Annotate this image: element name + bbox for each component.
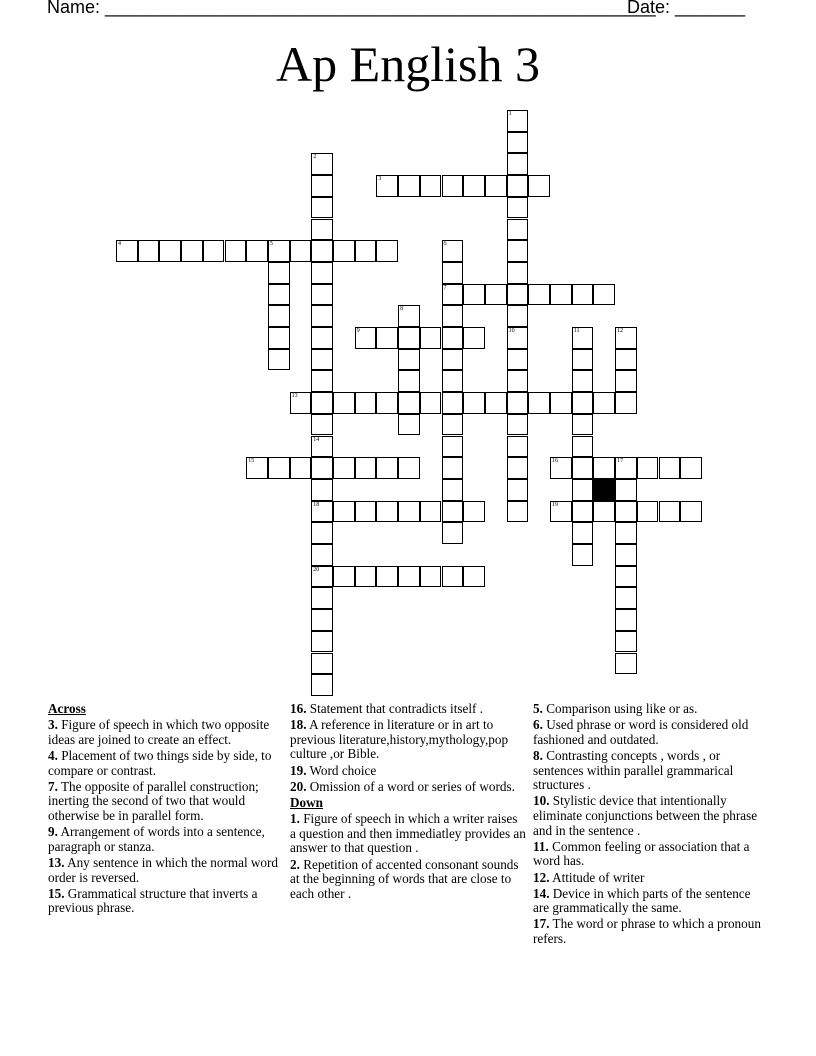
clue-down-17: 17. The word or phrase to which a pronoun refers.: [533, 916, 761, 947]
grid-cell[interactable]: [290, 240, 312, 262]
grid-cell[interactable]: [398, 327, 420, 349]
grid-cell[interactable]: [376, 501, 398, 523]
grid-cell[interactable]: [311, 305, 333, 327]
clue-down-6: 6. Used phrase or word is considered old fashioned and outdated.: [533, 717, 749, 747]
grid-cell[interactable]: [572, 414, 594, 436]
grid-cell[interactable]: [268, 262, 290, 284]
grid-cell[interactable]: [550, 457, 572, 479]
grid-cell[interactable]: [398, 414, 420, 436]
grid-cell[interactable]: [268, 457, 290, 479]
grid-cell[interactable]: [442, 284, 464, 306]
grid-cell[interactable]: [268, 284, 290, 306]
grid-cell[interactable]: [398, 349, 420, 371]
grid-cell[interactable]: [290, 392, 312, 414]
grid-cell[interactable]: [355, 327, 377, 349]
grid-cell[interactable]: [507, 305, 529, 327]
clue-across-3: 3. Figure of speech in which two opposite ideas are joined to create an effect.: [48, 717, 270, 747]
grid-cell[interactable]: [333, 392, 355, 414]
clue-number: 4: [118, 241, 121, 248]
grid-cell[interactable]: [528, 284, 550, 306]
grid-cell[interactable]: [615, 544, 637, 566]
clue-across-13: 13. Any sentence in which the normal word order is reversed.: [48, 854, 279, 885]
grid-cell[interactable]: [572, 522, 594, 544]
grid-cell[interactable]: [268, 327, 290, 349]
grid-cell[interactable]: [442, 262, 464, 284]
grid-cell[interactable]: [442, 392, 464, 414]
grid-cell[interactable]: [311, 653, 333, 675]
grid-cell[interactable]: [442, 436, 464, 458]
grid-cell[interactable]: [311, 327, 333, 349]
grid-cell[interactable]: [246, 457, 268, 479]
grid-cell[interactable]: [355, 501, 377, 523]
grid-cell[interactable]: [355, 240, 377, 262]
grid-cell[interactable]: [376, 240, 398, 262]
across-heading: Across: [48, 701, 86, 716]
grid-cell[interactable]: [572, 436, 594, 458]
date-field[interactable]: Date: _______: [627, 0, 746, 17]
grid-cell[interactable]: [528, 175, 550, 197]
grid-cell[interactable]: [225, 240, 247, 262]
grid-cell[interactable]: [420, 501, 442, 523]
grid-cell[interactable]: [442, 305, 464, 327]
grid-cell[interactable]: [637, 501, 659, 523]
grid-cell[interactable]: [420, 566, 442, 588]
grid-cell[interactable]: [507, 370, 529, 392]
grid-cell[interactable]: [311, 392, 333, 414]
clue-column-1: [48, 702, 283, 917]
clue-number: 10: [508, 328, 515, 334]
grid-cell[interactable]: [593, 501, 615, 523]
grid-cell[interactable]: [311, 501, 333, 523]
grid-cell[interactable]: [572, 457, 594, 479]
grid-cell[interactable]: [442, 522, 464, 544]
grid-cell[interactable]: [268, 349, 290, 371]
clue-across-4: 4. Placement of two things side by side, to compare or contrast.: [48, 747, 272, 778]
grid-cell[interactable]: [507, 153, 529, 175]
grid-cell[interactable]: [442, 566, 464, 588]
grid-cell[interactable]: [442, 501, 464, 523]
grid-cell[interactable]: [181, 240, 203, 262]
clue-column-3: [533, 702, 765, 948]
grid-cell[interactable]: [507, 392, 529, 414]
grid-cell[interactable]: [311, 674, 333, 696]
clue-down-14: 14. Device in which parts of the sentence are grammatically the same.: [533, 885, 751, 916]
grid-cell[interactable]: [442, 349, 464, 371]
grid-cell[interactable]: [507, 327, 529, 349]
grid-cell[interactable]: [593, 284, 615, 306]
grid-cell[interactable]: [572, 392, 594, 414]
grid-cell[interactable]: [507, 457, 529, 479]
grid-cell[interactable]: [463, 501, 485, 523]
grid-cell[interactable]: [311, 609, 333, 631]
grid-cell[interactable]: [420, 327, 442, 349]
clue-across-15: 15. Grammatical structure that inverts a previous phrase.: [48, 885, 258, 916]
grid-cell[interactable]: [507, 175, 529, 197]
grid-cell[interactable]: [615, 392, 637, 414]
grid-cell[interactable]: [398, 457, 420, 479]
grid-cell[interactable]: [159, 240, 181, 262]
clue-number: 5: [269, 241, 273, 248]
clue-number: 20: [313, 566, 320, 573]
grid-cell[interactable]: [268, 305, 290, 327]
grid-cell[interactable]: [507, 349, 529, 371]
clue-number: 3: [378, 176, 382, 183]
grid-cell[interactable]: [615, 566, 637, 588]
grid-cell[interactable]: [398, 305, 420, 327]
grid-cell[interactable]: [311, 219, 333, 241]
clue-number: 16: [552, 458, 558, 465]
grid-cell[interactable]: [311, 566, 333, 588]
grid-cell[interactable]: [615, 370, 637, 392]
grid-cell[interactable]: [311, 153, 333, 175]
grid-cell[interactable]: [420, 175, 442, 197]
clue-across-19: 19. Word choice: [290, 762, 377, 778]
down-heading: Down: [290, 794, 323, 810]
clue-number: 11: [573, 328, 580, 334]
grid-cell[interactable]: [572, 501, 594, 523]
grid-cell[interactable]: [333, 566, 355, 588]
grid-cell[interactable]: [507, 262, 529, 284]
grid-cell[interactable]: [550, 284, 572, 306]
clue-down-10: 10. Stylistic device that intentionally eliminate conjunctions between the phrase and in the sentence .: [533, 793, 758, 838]
grid-cell[interactable]: [398, 501, 420, 523]
grid-cell[interactable]: [615, 457, 637, 479]
grid-cell[interactable]: [116, 240, 138, 262]
grid-cell[interactable]: [398, 370, 420, 392]
grid-cell[interactable]: [442, 240, 464, 262]
grid-cell[interactable]: [572, 349, 594, 371]
grid-cell[interactable]: [311, 240, 333, 262]
clue-number: 1: [508, 111, 512, 117]
clue-across-18: 18. A reference in literature or in art to previous literature,history,mythology,pop culture ,or Bible.: [290, 717, 509, 762]
grid-cell[interactable]: [463, 327, 485, 349]
grid-cell[interactable]: [311, 349, 333, 371]
grid-cell[interactable]: [376, 566, 398, 588]
clue-number: 15: [248, 458, 255, 465]
clue-number: 6: [443, 241, 447, 248]
grid-cell[interactable]: [615, 479, 637, 501]
clue-number: 17: [617, 458, 624, 465]
clue-across-9: 9. Arrangement of words into a sentence, paragraph or stanza.: [48, 824, 265, 854]
grid-cell[interactable]: [311, 631, 333, 653]
grid-cell[interactable]: [355, 457, 377, 479]
grid-cell[interactable]: [442, 479, 464, 501]
grid-cell[interactable]: [311, 436, 333, 458]
grid-cell[interactable]: [311, 262, 333, 284]
grid-cell[interactable]: [442, 414, 464, 436]
grid-cell[interactable]: [507, 110, 529, 132]
grid-cell[interactable]: [442, 370, 464, 392]
clue-number: 8: [400, 306, 404, 313]
grid-cell[interactable]: [680, 501, 702, 523]
grid-cell[interactable]: [442, 175, 464, 197]
grid-cell[interactable]: [333, 501, 355, 523]
grid-cell[interactable]: [442, 457, 464, 479]
grid-cell[interactable]: [311, 370, 333, 392]
grid-cell[interactable]: [485, 284, 507, 306]
grid-cell[interactable]: [572, 327, 594, 349]
grid-cell[interactable]: [398, 392, 420, 414]
clue-down-11: 11. Common feeling or association that a word has.: [533, 838, 750, 869]
grid-cell[interactable]: [615, 327, 637, 349]
grid-cell[interactable]: [615, 653, 637, 675]
grid-cell[interactable]: [290, 457, 312, 479]
grid-block: [593, 479, 615, 501]
clue-number: 7: [443, 284, 447, 291]
grid-cell[interactable]: [355, 566, 377, 588]
grid-cell[interactable]: [311, 587, 333, 609]
grid-cell[interactable]: [572, 284, 594, 306]
clue-number: 12: [617, 328, 624, 334]
grid-cell[interactable]: [376, 392, 398, 414]
clue-down-5: 5. Comparison using like or as.: [533, 701, 698, 716]
page-title: Ap English 3: [276, 36, 540, 92]
clue-down-8: 8. Contrasting concepts , words , or sentences within parallel grammarical structures .: [533, 747, 734, 793]
grid-cell[interactable]: [376, 175, 398, 197]
grid-cell[interactable]: [507, 479, 529, 501]
clue-across-7: 7. The opposite of parallel construction; inerting the second of two that would otherwise be in parallel form.: [48, 778, 259, 823]
grid-cell[interactable]: [333, 240, 355, 262]
grid-cell[interactable]: [333, 457, 355, 479]
grid-cell[interactable]: [203, 240, 225, 262]
grid-cell[interactable]: [311, 197, 333, 219]
grid-cell[interactable]: [615, 609, 637, 631]
clue-number: 14: [313, 436, 320, 443]
clue-across-16: 16. Statement that contradicts itself .: [290, 701, 484, 716]
grid-cell[interactable]: [507, 436, 529, 458]
grid-cell[interactable]: [463, 392, 485, 414]
grid-cell[interactable]: [485, 392, 507, 414]
grid-cell[interactable]: [463, 566, 485, 588]
grid-cell[interactable]: [528, 392, 550, 414]
clue-number: 2: [313, 154, 317, 161]
grid-cell[interactable]: [615, 631, 637, 653]
grid-cell[interactable]: [615, 587, 637, 609]
grid-cell[interactable]: [138, 240, 160, 262]
grid-cell[interactable]: [507, 414, 529, 436]
grid-cell[interactable]: [311, 457, 333, 479]
grid-cell[interactable]: [463, 175, 485, 197]
grid-cell[interactable]: [311, 175, 333, 197]
grid-cell[interactable]: [442, 327, 464, 349]
grid-cell[interactable]: [485, 175, 507, 197]
grid-cell[interactable]: [659, 501, 681, 523]
grid-cell[interactable]: [615, 501, 637, 523]
grid-cell[interactable]: [507, 501, 529, 523]
grid-cell[interactable]: [572, 370, 594, 392]
name-field[interactable]: Name: _______________________________________________________: [47, 0, 656, 17]
grid-cell[interactable]: [550, 392, 572, 414]
grid-cell[interactable]: [615, 522, 637, 544]
grid-cell[interactable]: [507, 197, 529, 219]
grid-cell[interactable]: [550, 501, 572, 523]
clue-down-2: 2. Repetition of accented consonant sounds at the beginning of words that are close to each other .: [290, 856, 519, 901]
grid-cell[interactable]: [311, 522, 333, 544]
grid-cell[interactable]: [593, 392, 615, 414]
grid-cell[interactable]: [659, 457, 681, 479]
clue-column-2: [290, 702, 526, 903]
grid-cell[interactable]: [311, 414, 333, 436]
clue-down-12: 12. Attitude of writer: [533, 869, 645, 885]
clue-across-20: 20. Omission of a word or series of words.: [290, 778, 515, 794]
grid-cell[interactable]: [680, 457, 702, 479]
grid-cell[interactable]: [593, 457, 615, 479]
grid-cell[interactable]: [246, 240, 268, 262]
grid-cell[interactable]: [507, 240, 529, 262]
grid-cell[interactable]: [398, 566, 420, 588]
clue-number: 13: [291, 393, 298, 400]
grid-cell[interactable]: [311, 479, 333, 501]
clue-down-1: 1. Figure of speech in which a writer raises a question and then immediatley provides an answer to that question .: [290, 811, 526, 856]
grid-cell[interactable]: [376, 327, 398, 349]
grid-cell[interactable]: [355, 392, 377, 414]
grid-cell[interactable]: [311, 544, 333, 566]
grid-cell[interactable]: [376, 457, 398, 479]
grid-cell[interactable]: [572, 544, 594, 566]
grid-cell[interactable]: [311, 284, 333, 306]
grid-cell[interactable]: [420, 392, 442, 414]
grid-cell[interactable]: [637, 457, 659, 479]
grid-cell[interactable]: [507, 284, 529, 306]
grid-cell[interactable]: [398, 175, 420, 197]
clue-number: 19: [552, 501, 558, 508]
grid-cell[interactable]: [507, 219, 529, 241]
clue-number: 18: [313, 501, 320, 508]
grid-cell[interactable]: [615, 349, 637, 371]
grid-cell[interactable]: [463, 284, 485, 306]
clue-number: 9: [356, 328, 360, 334]
grid-cell[interactable]: [268, 240, 290, 262]
grid-cell[interactable]: [572, 479, 594, 501]
grid-cell[interactable]: [507, 132, 529, 154]
